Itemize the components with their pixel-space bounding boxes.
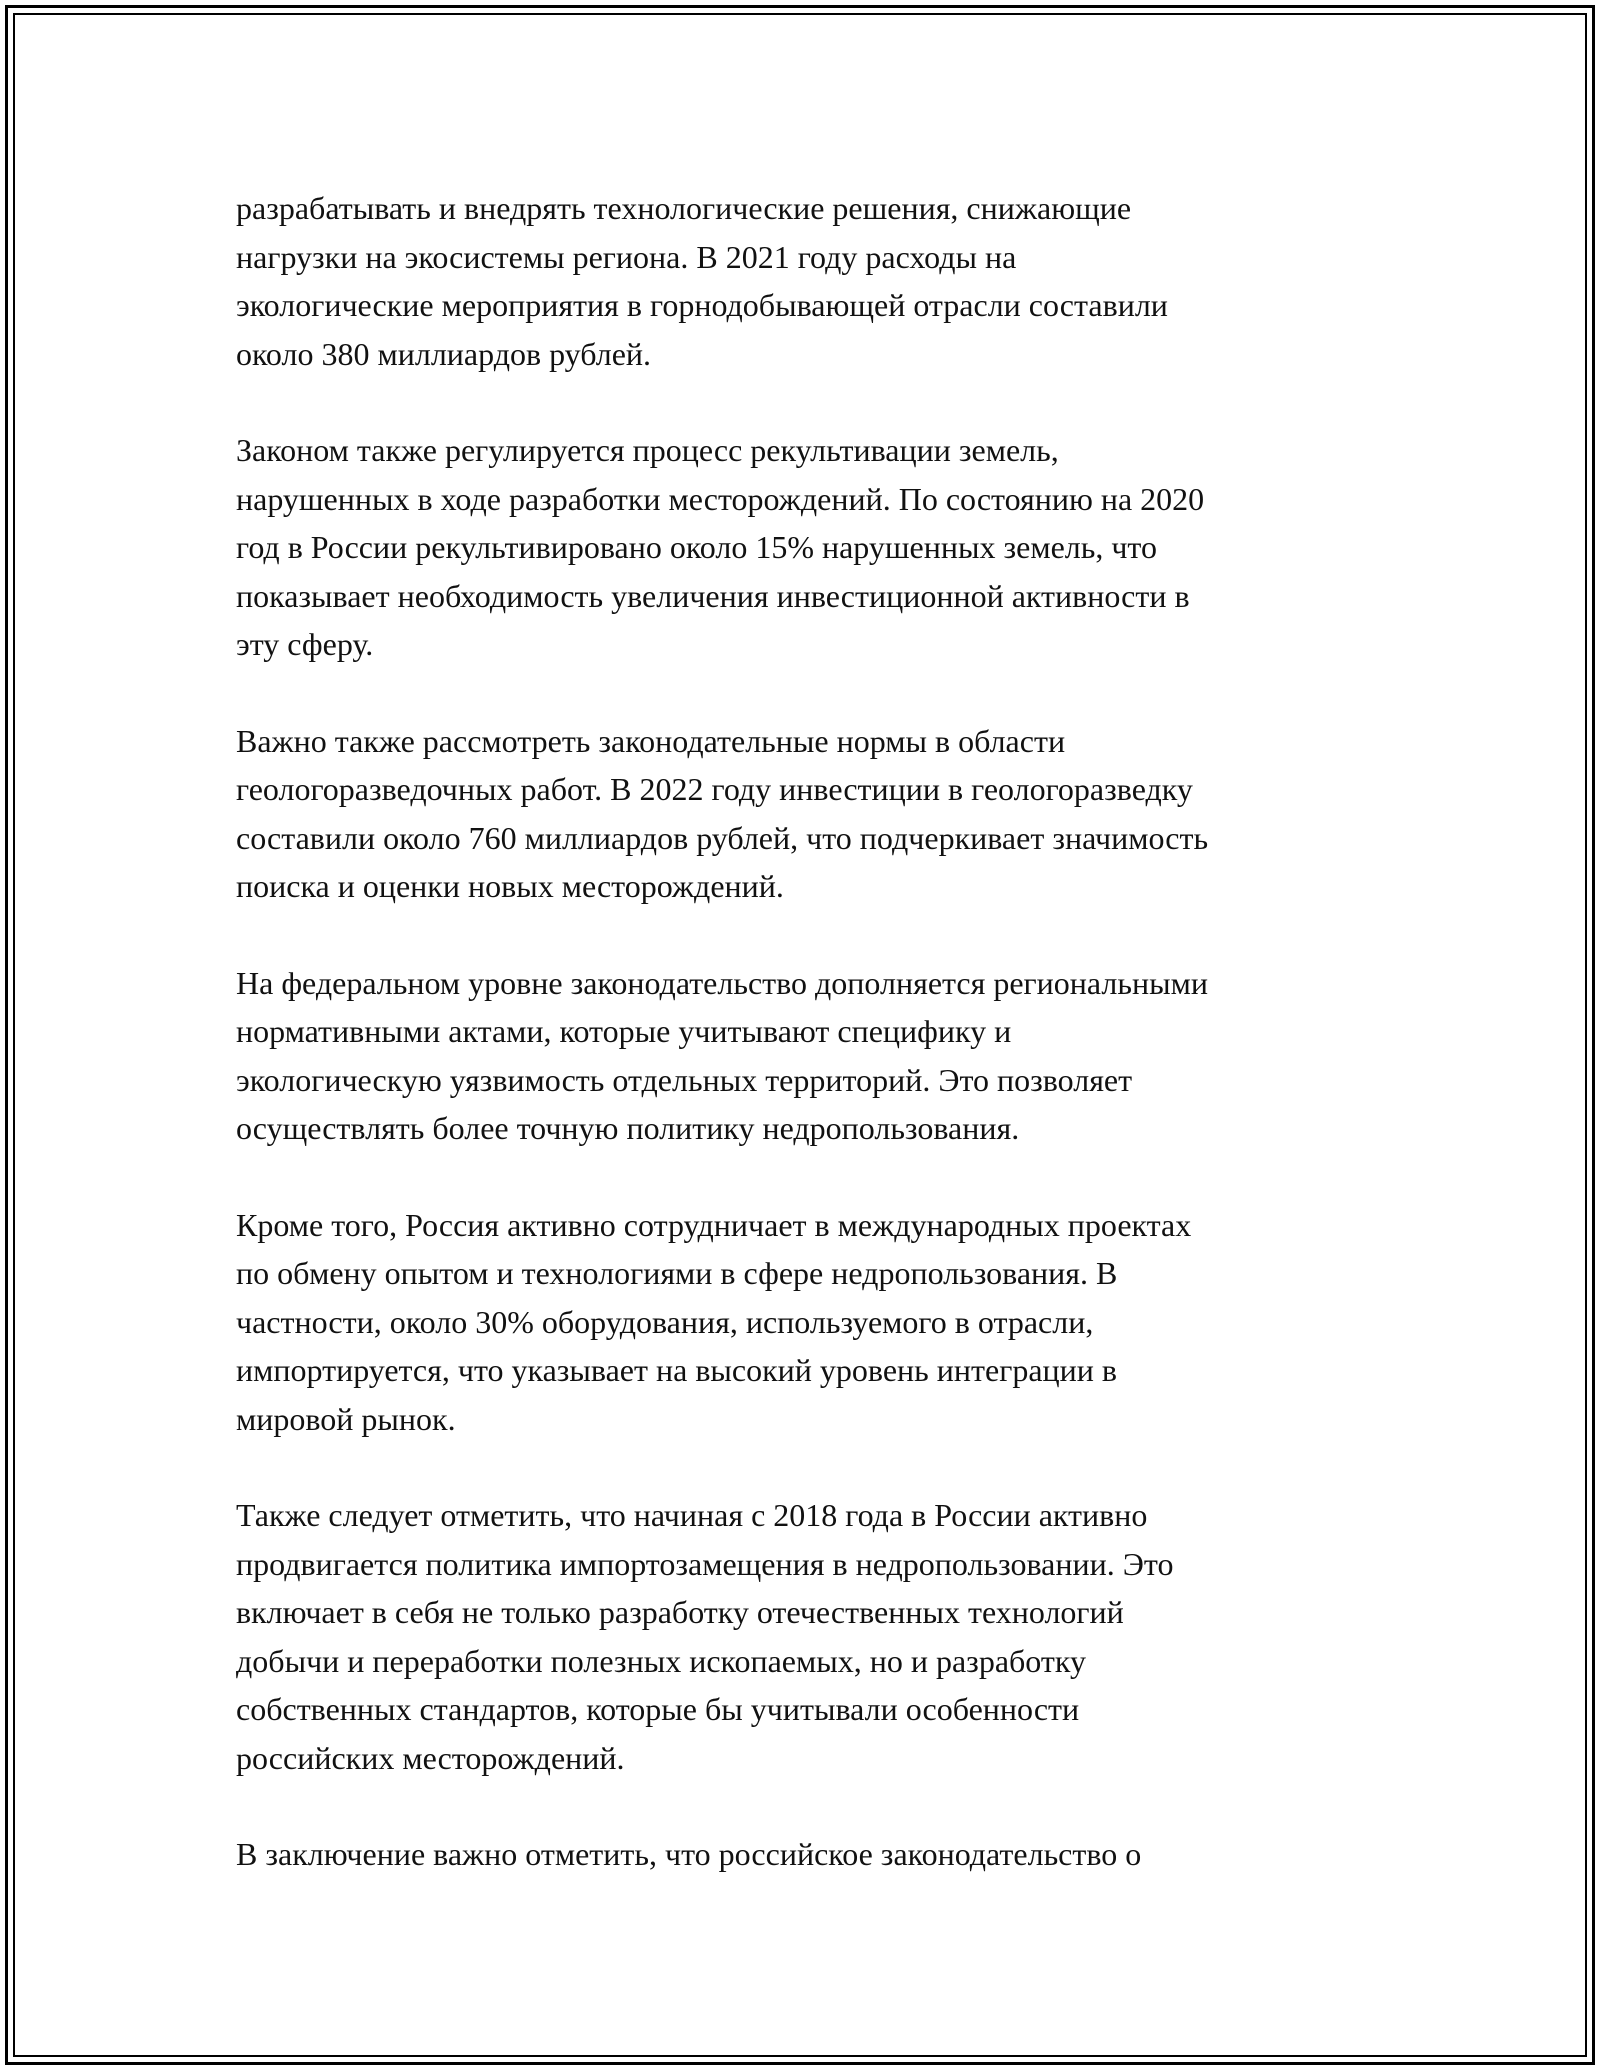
paragraph-3: Важно также рассмотреть законодательные нормы в области геологоразведочных работ. В 2022 году инвестиции в геологоразведку составили около 760 миллиардов рублей, что подчеркивает значимость поиска и оценки новых месторождений. (236, 722, 1209, 904)
document-body (236, 184, 1406, 1927)
paragraph-6: Также следует отметить, что начиная с 2018 года в России активно продвигается политика импортозамещения в недропользовании. Это включает в себя не только разработку отечественных технологий добычи и переработки полезных ископаемых, но и разработку собственных стандартов, которые бы учитывали особенности российских месторождений. (236, 1497, 1174, 1776)
paragraph-4: На федеральном уровне законодательство дополняется региональными нормативными актами, которые учитывают специфику и экологическую уязвимость отдельных территорий. Это позволяет осуществлять более точную политику недропользования. (236, 964, 1208, 1146)
paragraph-5: Кроме того, Россия активно сотрудничает в международных проектах по обмену опытом и технологиями в сфере недропользования. В частности, около 30% оборудования, используемого в отрасли, импортируется, что указывает на высокий уровень интеграции в мировой рынок. (236, 1206, 1192, 1437)
paragraph-2: Законом также регулируется процесс рекультивации земель, нарушенных в ходе разработки месторождений. По состоянию на 2020 год в России рекультивировано около 15% нарушенных земель, что показывает необходимость увеличения инвестиционной активности в эту сферу. (236, 432, 1205, 662)
paragraph-7: В заключение важно отметить, что российское законодательство о (236, 1836, 1142, 1872)
paragraph-1: разрабатывать и внедрять технологические решения, снижающие нагрузки на экосистемы региона. В 2021 году расходы на экологические мероприятия в горнодобывающей отрасли составили около 380 миллиардов рублей. (236, 190, 1168, 372)
